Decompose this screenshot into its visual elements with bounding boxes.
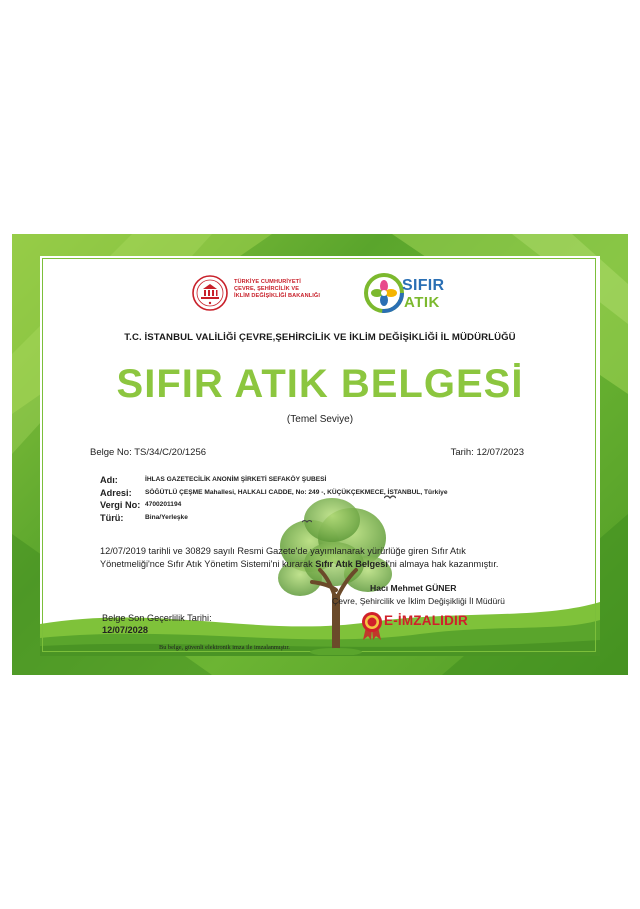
directorate-heading: T.C. İSTANBUL VALİLİĞİ ÇEVRE,ŞEHİRCİLİK VE İKLİM DEĞİŞİKLİĞİ İL MÜDÜRLÜĞÜ (124, 332, 516, 343)
atik-word: ATIK (404, 294, 440, 311)
sifir-word: SIFIR (402, 277, 445, 294)
signer-title: Çevre, Şehircilik ve İklim Değişikliği İl Müdürü (332, 596, 505, 606)
certificate-level: (Temel Seviye) (286, 414, 354, 425)
field-value: İHLAS GAZETECİLİK ANONİM ŞİRKETİ SEFAKÖY ŞUBESİ (145, 476, 327, 483)
statement-line-1: 12/07/2019 tarihli ve 30829 sayılı Resmi Gazete'de yayımlanarak yürürlüğe giren Sıfır Atık (100, 546, 466, 556)
ministry-name (234, 279, 324, 300)
statement-line-2 (100, 558, 540, 571)
ministry-logo (192, 275, 320, 311)
sifir-atik-logo (364, 273, 454, 315)
field-label: Vergi No: (100, 500, 141, 510)
validity-date: 12/07/2028 (102, 625, 148, 635)
certificate (12, 234, 628, 675)
certificate-title: SIFIR ATIK BELGESİ (116, 362, 524, 406)
bird-icon (302, 519, 312, 526)
statement-line-2-bold: Sıfır Atık Belgesi (315, 559, 388, 569)
signer-name: Hacı Mehmet GÜNER (370, 583, 457, 593)
sifir-atik-flower-icon (364, 273, 404, 313)
bird-icon (384, 494, 396, 502)
ministry-line-2: ÇEVRE, ŞEHİRCİLİK VE (234, 286, 300, 292)
certificate-date: Tarih: 12/07/2023 (450, 447, 524, 458)
certificate-number: Belge No: TS/34/C/20/1256 (90, 447, 207, 458)
statement-line-2-post: 'ni almaya hak kazanmıştır. (387, 559, 499, 569)
field-value: 4700201194 (145, 501, 182, 508)
seal-ribbon-icon (360, 611, 384, 641)
field-value: SÖĞÜTLÜ ÇEŞME Mahallesi, HALKALI CADDE, No: 249 -, KÜÇÜKÇEKMECE, İSTANBUL, Türkiye (145, 488, 448, 496)
ministry-line-1: TÜRKİYE CUMHURİYETİ (234, 279, 301, 285)
certificate-statement (100, 545, 540, 571)
e-signed-label: E-İMZALIDIR (384, 613, 468, 628)
footnote: Bu belge, güvenli elektronik imza ile imzalanmıştır. (159, 644, 290, 651)
field-label: Adı: (100, 475, 118, 485)
validity-label: Belge Son Geçerlilik Tarihi: (102, 613, 212, 623)
field-label: Adresi: (100, 487, 132, 498)
ministry-line-3: İKLİM DEĞİŞİKLİĞİ BAKANLIĞI (234, 293, 320, 299)
statement-line-2-pre: Yönetmeliği'nce Sıfır Atık Yönetim Sistemi'ni kurarak (100, 559, 316, 569)
field-value: Bina/Yerleşke (145, 513, 188, 521)
field-label: Türü: (100, 512, 124, 523)
ministry-emblem-icon (192, 275, 228, 311)
